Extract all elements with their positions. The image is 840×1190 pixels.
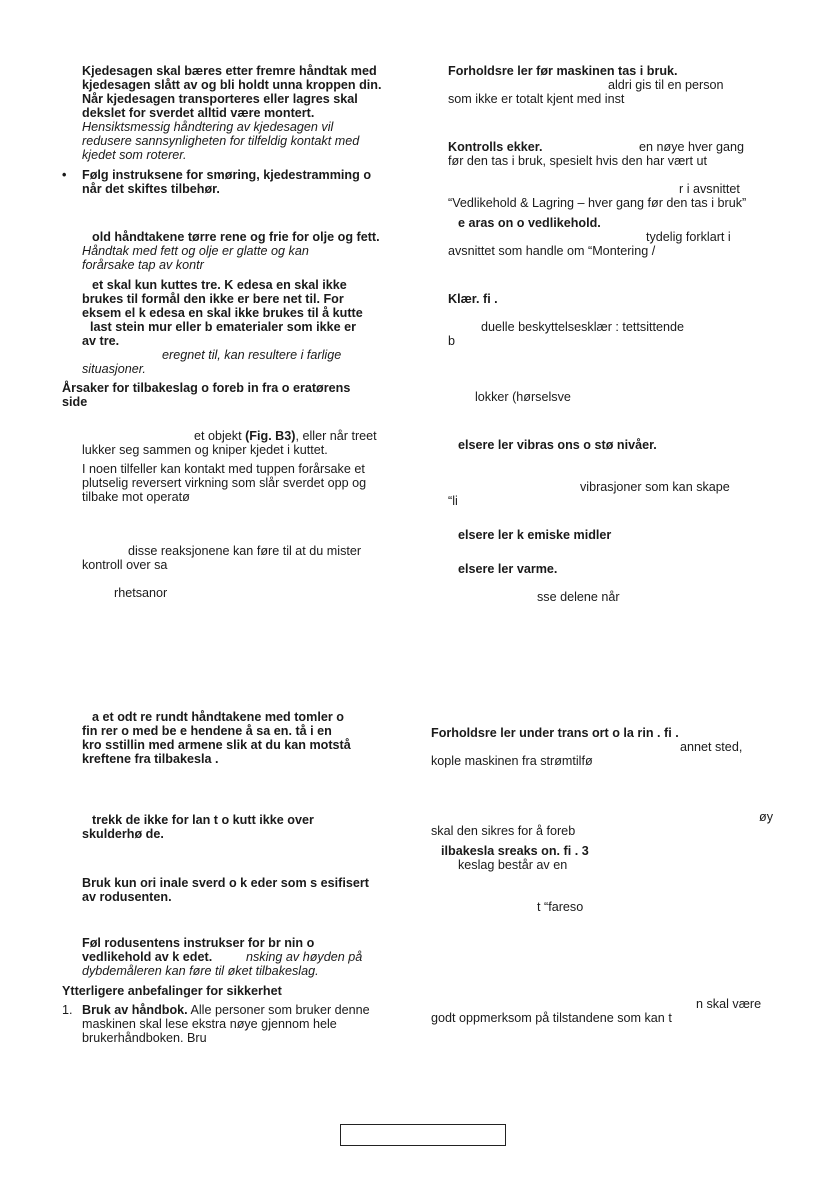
para-wood-only-italic-2: situasjoner. bbox=[82, 362, 146, 376]
para-kickback-reaction-1: keslag består av en bbox=[458, 858, 568, 872]
para-pinch-2: lukker seg sammen og kniper kjedet i kuttet. bbox=[82, 443, 328, 457]
list-item-manual-1 bbox=[82, 1003, 370, 1018]
para-checks-4: “Vedlikehold & Lagring – hver gang før den tas i bruk” bbox=[448, 196, 747, 210]
list-item-manual-2: maskinen skal lese ekstra nøye gjennom hele bbox=[82, 1017, 337, 1031]
para-tip-contact-2: plutselig reversert virkning som slår sverdet opp og bbox=[82, 476, 367, 490]
para-pinch-pre: et objekt bbox=[194, 429, 246, 443]
para-wood-only-3: eksem el k edesa en skal ikke brukes til å kutte bbox=[82, 306, 363, 320]
heading-kickback-causes-1: Årsaker for tilbakeslag o foreb in fra o eratørens bbox=[62, 381, 351, 395]
para-lose-control-1: disse reaksjonene kan føre til at du mister bbox=[128, 544, 362, 558]
para-sharpening-2: vedlikehold av k edet. bbox=[82, 950, 213, 964]
bullet-marker: • bbox=[62, 168, 67, 182]
para-sharpening-italic-1: nsking av høyden på bbox=[246, 950, 363, 964]
para-safety-devices: rhetsanor bbox=[114, 586, 168, 600]
heading-repair: e aras on o vedlikehold. bbox=[458, 216, 601, 230]
para-wood-only-1: et skal kun kuttes tre. K edesa en skal ikke bbox=[92, 278, 347, 292]
para-carry-italic-3: kjedet som roterer. bbox=[82, 148, 187, 162]
para-grip-1: a et odt re rundt håndtakene med tomler o bbox=[92, 710, 344, 724]
para-lubrication-1: Følg instruksene for smøring, kjedestramming o bbox=[82, 168, 372, 182]
para-before-use-1: aldri gis til en person bbox=[608, 78, 724, 92]
para-carry-bold-2: kjedesagen slått av og bli holdt unna kroppen din. bbox=[82, 78, 382, 92]
para-sharpening-italic-2: dybdemåleren kan føre til øket tilbakeslag. bbox=[82, 964, 319, 978]
para-sharpening-1: Føl rodusentens instrukser for br nin o bbox=[82, 936, 315, 950]
para-handles-italic-2: forårsake tap av kontr bbox=[82, 258, 204, 272]
heading-transport: Forholdsre ler under trans ort o la rin . fi . bbox=[431, 726, 679, 740]
heading-vibration: elsere ler vibras ons o stø nivåer. bbox=[458, 438, 657, 452]
para-kickback-reaction-2: t “fareso bbox=[537, 900, 584, 914]
para-clothing-3: lokker (hørselsve bbox=[475, 390, 571, 404]
para-pinch-1 bbox=[194, 429, 377, 444]
para-vibration-2: “li bbox=[448, 494, 458, 508]
para-wood-only-italic-1: eregnet til, kan resultere i farlige bbox=[162, 348, 342, 362]
para-grip-2: fin rer o med be e hendene å sa en. tå i en bbox=[82, 724, 332, 738]
para-heat: sse delene når bbox=[537, 590, 620, 604]
para-pinch-post: , eller når treet bbox=[295, 429, 377, 443]
para-attention-2: godt oppmerksom på tilstandene som kan t bbox=[431, 1011, 672, 1025]
para-handles-italic-1: Håndtak med fett og olje er glatte og kan bbox=[82, 244, 309, 258]
figure-ref-b3: (Fig. B3) bbox=[245, 429, 296, 443]
para-wood-only-2: brukes til formål den ikke er bere net til. For bbox=[82, 292, 344, 306]
para-repair-1: tydelig forklart i bbox=[646, 230, 731, 244]
para-clothing-2: b bbox=[448, 334, 456, 348]
para-checks-2: før den tas i bruk, spesielt hvis den har vært ut bbox=[448, 154, 707, 168]
para-before-use-2: som ikke er totalt kjent med inst bbox=[448, 92, 625, 106]
heading-chemicals: elsere ler k emiske midler bbox=[458, 528, 612, 542]
para-attention-1: n skal være bbox=[696, 997, 762, 1011]
para-wood-only-4: last stein mur eller b ematerialer som ikke er bbox=[90, 320, 356, 334]
para-wood-only-5: av tre. bbox=[82, 334, 120, 348]
para-handles-bold: old håndtakene tørre rene og frie for olje og fett. bbox=[92, 230, 380, 244]
heading-kickback-reaction: ilbakesla sreaks on. fi . 3 bbox=[441, 844, 589, 858]
para-grip-4: kreftene fra tilbakesla . bbox=[82, 752, 219, 766]
para-checks-1: en nøye hver gang bbox=[639, 140, 745, 154]
list-number-1: 1. bbox=[62, 1003, 73, 1017]
para-overreach-1: trekk de ikke for lan t o kutt ikke over bbox=[92, 813, 314, 827]
para-lubrication-2: når det skiftes tilbehør. bbox=[82, 182, 220, 196]
para-carry-bold-3: Når kjedesagen transporteres eller lagres skal bbox=[82, 92, 358, 106]
para-tip-contact-3: tilbake mot operatø bbox=[82, 490, 190, 504]
para-carry-italic-2: redusere sannsynligheten for tilfeldig kontakt med bbox=[82, 134, 360, 148]
heading-kickback-causes-2: side bbox=[62, 395, 88, 409]
heading-checks: Kontrolls ekker. bbox=[448, 140, 543, 154]
para-secure-1: øy bbox=[759, 810, 773, 824]
para-transport-2: kople maskinen fra strømtilfø bbox=[431, 754, 593, 768]
para-repair-2: avsnittet som handle om “Montering / bbox=[448, 244, 656, 258]
heading-heat: elsere ler varme. bbox=[458, 562, 558, 576]
para-checks-3: r i avsnittet bbox=[679, 182, 740, 196]
list-item-manual-3: brukerhåndboken. Bru bbox=[82, 1031, 207, 1045]
para-overreach-2: skulderhø de. bbox=[82, 827, 164, 841]
heading-before-use: Forholdsre ler før maskinen tas i bruk. bbox=[448, 64, 678, 78]
para-grip-3: kro sstillin med armene slik at du kan motstå bbox=[82, 738, 351, 752]
page-number-box bbox=[340, 1124, 506, 1146]
heading-additional-safety: Ytterligere anbefalinger for sikkerhet bbox=[62, 984, 282, 998]
para-transport-1: annet sted, bbox=[680, 740, 743, 754]
para-clothing-1: duelle beskyttelsesklær : tettsittende bbox=[481, 320, 685, 334]
list-item-manual-title: Bruk av håndbok. bbox=[82, 1003, 188, 1017]
heading-clothing: Klær. fi . bbox=[448, 292, 498, 306]
para-carry-italic-1: Hensiktsmessig håndtering av kjedesagen vil bbox=[82, 120, 334, 134]
para-secure-2: skal den sikres for å foreb bbox=[431, 824, 576, 838]
list-item-manual-text: Alle personer som bruker denne bbox=[187, 1003, 370, 1017]
para-carry-bold-1: Kjedesagen skal bæres etter fremre håndtak med bbox=[82, 64, 377, 78]
para-lose-control-2: kontroll over sa bbox=[82, 558, 168, 572]
para-original-parts-2: av rodusenten. bbox=[82, 890, 172, 904]
para-tip-contact-1: I noen tilfeller kan kontakt med tuppen forårsake et bbox=[82, 462, 365, 476]
para-original-parts-1: Bruk kun ori inale sverd o k eder som s esifisert bbox=[82, 876, 369, 890]
para-vibration-1: vibrasjoner som kan skape bbox=[580, 480, 730, 494]
para-carry-bold-4: dekslet for sverdet alltid være montert. bbox=[82, 106, 315, 120]
